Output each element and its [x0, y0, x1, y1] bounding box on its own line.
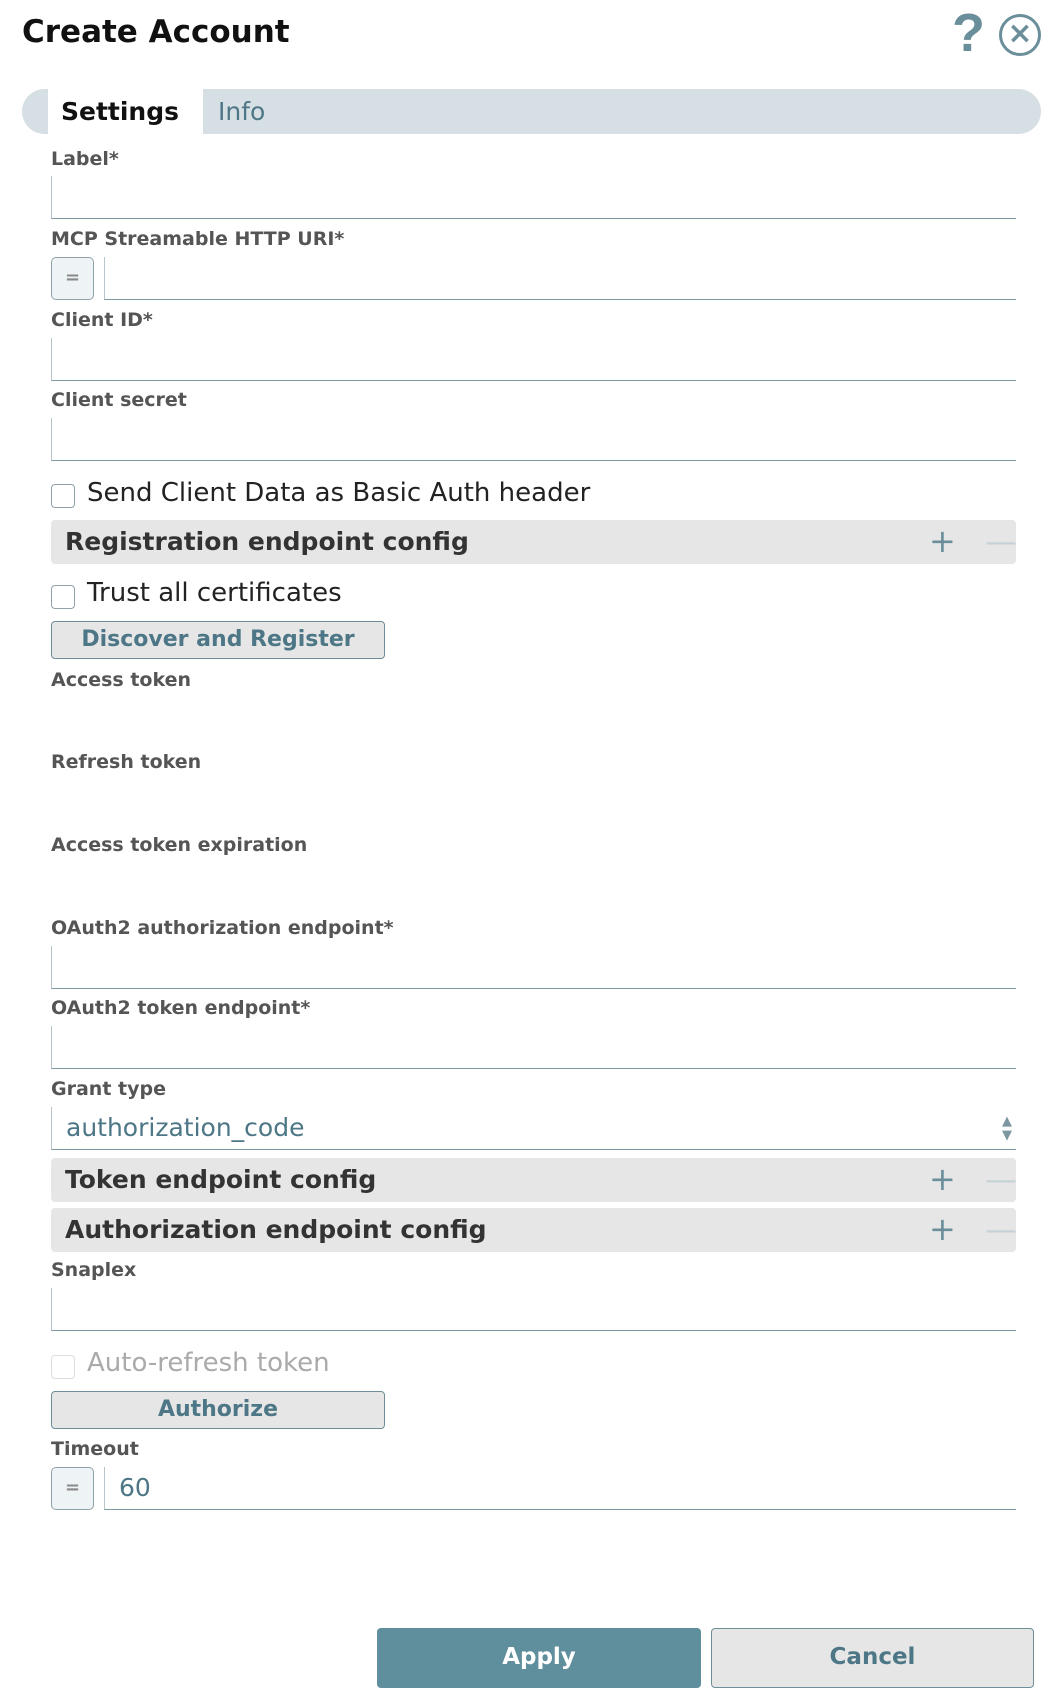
access-token-expiration-label: Access token expiration — [51, 834, 308, 856]
section-title: Authorization endpoint config — [65, 1215, 487, 1244]
registration-endpoint-section[interactable] — [51, 520, 1016, 564]
auto-refresh-checkbox — [51, 1355, 75, 1379]
expression-toggle-button[interactable]: = — [51, 257, 94, 300]
send-basic-auth-checkbox[interactable] — [51, 484, 75, 508]
expression-toggle-button[interactable]: = — [51, 1467, 94, 1510]
oauth2-auth-endpoint-input[interactable] — [51, 946, 1016, 989]
mcp-uri-input[interactable] — [104, 257, 1016, 300]
tab-info[interactable]: Info — [218, 97, 266, 126]
minus-icon[interactable]: — — [985, 522, 1017, 560]
client-id-input[interactable] — [51, 338, 1016, 381]
close-icon[interactable]: × — [999, 14, 1041, 56]
cancel-button[interactable]: Cancel — [711, 1628, 1034, 1688]
plus-icon[interactable]: + — [929, 1210, 956, 1248]
mcp-uri-label: MCP Streamable HTTP URI* — [51, 228, 345, 250]
trust-all-label: Trust all certificates — [87, 578, 342, 608]
timeout-input[interactable]: 60 — [104, 1467, 1016, 1510]
client-secret-input[interactable] — [51, 418, 1016, 461]
section-title: Registration endpoint config — [65, 527, 469, 556]
trust-all-checkbox[interactable] — [51, 585, 75, 609]
send-basic-auth-label: Send Client Data as Basic Auth header — [87, 478, 591, 508]
grant-type-label: Grant type — [51, 1078, 166, 1100]
client-secret-label: Client secret — [51, 389, 187, 411]
section-title: Token endpoint config — [65, 1165, 377, 1194]
authorize-button[interactable]: Authorize — [51, 1391, 385, 1429]
oauth2-auth-endpoint-label: OAuth2 authorization endpoint* — [51, 917, 394, 939]
token-endpoint-section[interactable] — [51, 1158, 1016, 1202]
client-id-label: Client ID* — [51, 309, 153, 331]
discover-register-button[interactable]: Discover and Register — [51, 621, 385, 659]
label-input[interactable] — [51, 176, 1016, 219]
plus-icon[interactable]: + — [929, 1160, 956, 1198]
oauth2-token-endpoint-label: OAuth2 token endpoint* — [51, 997, 311, 1019]
timeout-label: Timeout — [51, 1438, 139, 1460]
dialog-title: Create Account — [22, 14, 290, 50]
tab-settings[interactable]: Settings — [48, 89, 203, 134]
snaplex-label: Snaplex — [51, 1259, 137, 1281]
refresh-token-label: Refresh token — [51, 751, 202, 773]
snaplex-input[interactable] — [51, 1288, 1016, 1331]
minus-icon[interactable]: — — [985, 1160, 1017, 1198]
authorization-endpoint-section[interactable] — [51, 1208, 1016, 1252]
auto-refresh-label: Auto-refresh token — [87, 1348, 330, 1378]
access-token-label: Access token — [51, 669, 192, 691]
select-arrows-icon: ▲ ▼ — [1002, 1114, 1012, 1143]
grant-type-select[interactable]: authorization_code — [51, 1107, 1016, 1150]
oauth2-token-endpoint-input[interactable] — [51, 1026, 1016, 1069]
help-icon[interactable]: ? — [952, 3, 985, 63]
minus-icon[interactable]: — — [985, 1210, 1017, 1248]
plus-icon[interactable]: + — [929, 522, 956, 560]
apply-button[interactable]: Apply — [377, 1628, 701, 1688]
label-field-label: Label* — [51, 148, 119, 170]
